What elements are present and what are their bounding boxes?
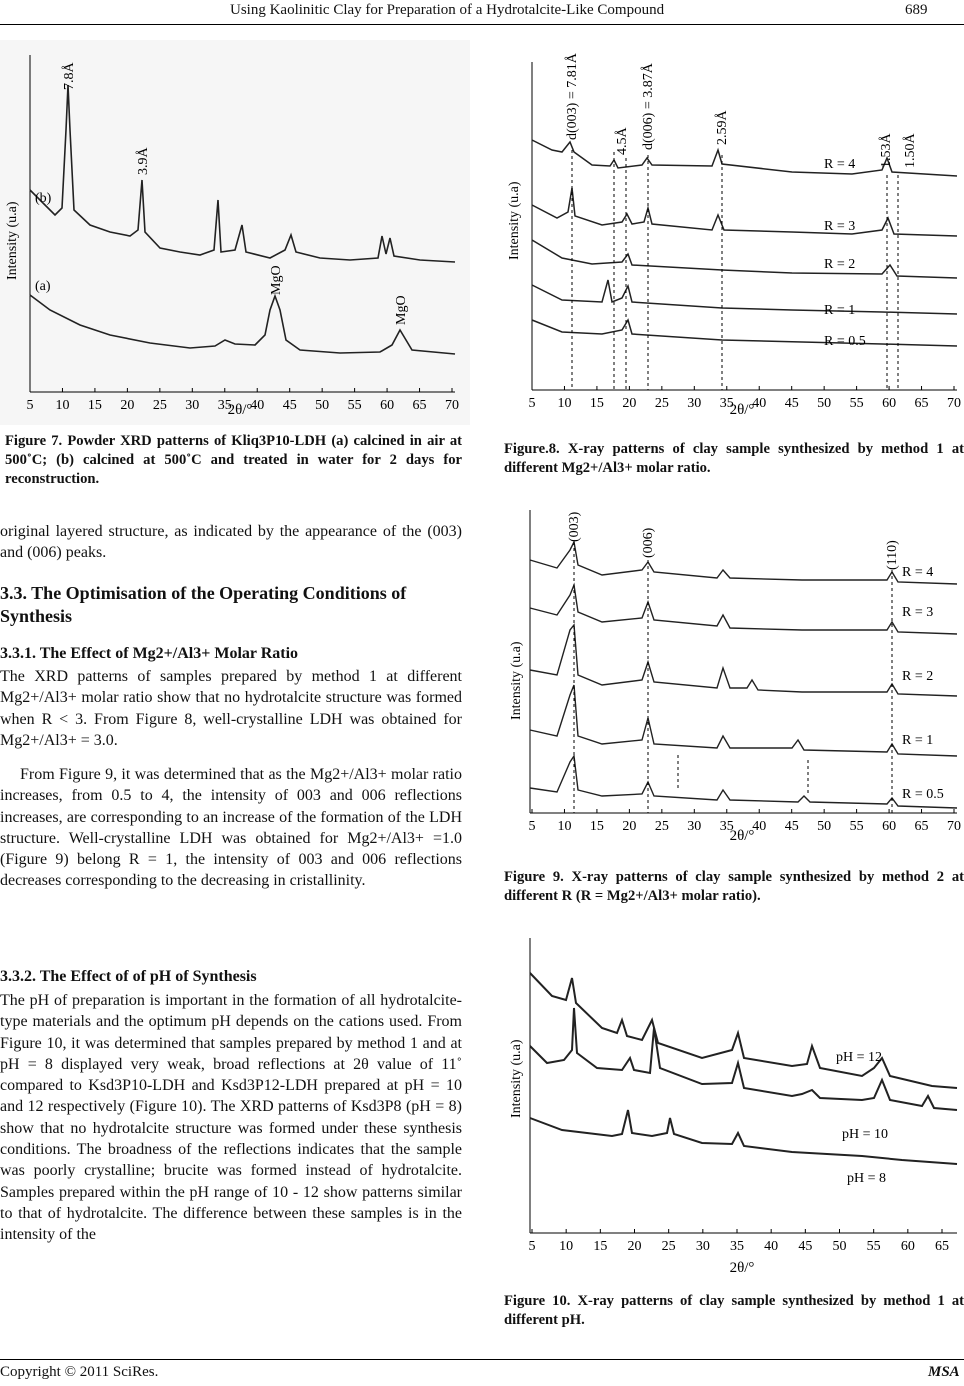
footer-rule (0, 1359, 964, 1360)
figure-10 (502, 928, 964, 1283)
tick-label: 20 (622, 396, 637, 411)
tick-label: 70 (947, 819, 961, 834)
figure-7 (0, 40, 470, 425)
fig7-peak-7.8: 7.8Å (62, 62, 77, 90)
fig8-peak-003: d(003) = 7.81Å (565, 53, 580, 140)
subsection-heading-3-3-2: 3.3.2. The Effect of of pH of Synthesis (0, 968, 257, 985)
tick-label: 25 (654, 819, 669, 834)
fig8-peak-2.59: 2.59Å (715, 110, 730, 145)
fig8-traces (532, 140, 957, 346)
tick-label: 45 (784, 819, 799, 834)
paragraph-2: From Figure 9, it was determined that as the Mg2+/Al3+ molar ratio increases, from 0.5 to 4, the intensity of 003 and 006 reflections increases, are corresponding to an increase of the formation of the LDH structure. Well-crystalline LDH was obtained for Mg2+/Al3+ =1.0 (Figure 9) belong R = 1, the intensity of 003 and 006 reflections decreases corresponding to the decreasing in cristallinity. (0, 766, 462, 890)
tick-label: 25 (661, 1239, 676, 1254)
fig8-ylabel: Intensity (u.a) (507, 181, 522, 260)
figure-8 (502, 40, 964, 425)
tick-label: 5 (528, 396, 536, 411)
tick-label: 10 (557, 396, 572, 411)
fig8-series-r05: R = 0.5 (824, 334, 866, 349)
fig7-xlabel: 2θ/° (227, 402, 253, 418)
fig8-series-r1: R = 1 (824, 303, 856, 318)
tick-label: 5 (26, 398, 34, 413)
fig10-xlabel: 2θ/° (729, 1260, 755, 1276)
header-rule (0, 24, 964, 25)
fig9-peak-006: (006) (641, 527, 656, 558)
fig7-ylabel: Intensity (u.a) (5, 201, 20, 280)
tick-label: 25 (152, 398, 167, 413)
fig9-series-r4: R = 4 (902, 565, 934, 580)
tick-label: 15 (589, 396, 604, 411)
fig8-peak-1.50: 1.50Å (903, 133, 918, 168)
fig7-peak-3.9: 3.9Å (136, 147, 151, 175)
tick-label: 10 (557, 819, 572, 834)
footer-journal: MSA (928, 1364, 960, 1380)
tick-label: 30 (687, 819, 702, 834)
running-title: Using Kaolinitic Clay for Preparation of a Hydrotalcite-Like Compound (230, 2, 665, 18)
tick-label: 15 (87, 398, 102, 413)
tick-label: 50 (817, 396, 832, 411)
fig9-caption: Figure 9. X-ray patterns of clay sample synthesized by method 2 at different R (R = Mg2+/Al3+ molar ratio). (504, 869, 964, 904)
tick-label: 30 (185, 398, 200, 413)
tick-label: 35 (719, 819, 734, 834)
tick-label: 65 (914, 396, 929, 411)
tick-label: 60 (900, 1239, 915, 1254)
tick-label: 40 (752, 819, 767, 834)
fig8-peak-006: d(006) = 3.87Å (641, 63, 656, 150)
fig9-traces (530, 542, 957, 808)
tick-label: 45 (784, 396, 799, 411)
paragraph-intro: original layered structure, as indicated by the appearance of the (003) and (006) peaks. (0, 523, 462, 562)
tick-label: 50 (315, 398, 330, 413)
figure-9 (502, 500, 964, 845)
fig9-series-r05: R = 0.5 (902, 787, 944, 802)
tick-label: 70 (445, 398, 459, 413)
fig9-peak-110: (110) (885, 540, 900, 570)
fig10-traces (530, 973, 957, 1164)
tick-label: 70 (947, 396, 961, 411)
tick-label: 20 (120, 398, 135, 413)
paragraph-3: The pH of preparation is important in the formation of all hydrotalcite-type materials and the optimum pH depends on the cations used. From Figure 10, it was determined that samples prepared by method 1 and at pH = 8 displayed very weak, broad reflections at 2θ value of 11˚ compared to Ksd3P10-LDH and Ksd3P12-LDH prepared at pH = 10 and 12 respectively (Figure 10). The XRD patterns of Ksd3P8 (pH = 8) show that no hydrotalcite structure was formed under these synthesis conditions. The broadness of the reflections indicates that the sample was poorly crystalline; brucite was formed instead of hydrotalcite. Samples prepared within the pH range of 10 - 12 show patterns similar to that of hydrotalcite. The difference between these samples is in the intensity of the (0, 992, 462, 1244)
tick-label: 5 (528, 819, 536, 834)
tick-label: 40 (764, 1239, 779, 1254)
fig8-series-r2: R = 2 (824, 257, 856, 272)
subsection-heading-3-3-1: 3.3.1. The Effect of Mg2+/Al3+ Molar Ratio (0, 645, 299, 662)
fig10-caption: Figure 10. X-ray patterns of clay sample synthesized by method 1 at different pH. (504, 1293, 964, 1328)
fig8-peak-1.53: 1.53Å (879, 133, 894, 168)
tick-label: 40 (752, 396, 767, 411)
tick-label: 60 (380, 398, 395, 413)
fig8-peak-4.5: 4.5Å (615, 127, 630, 155)
tick-label: 50 (817, 819, 832, 834)
section-heading-3-3: 3.3. The Optimisation of the Operating Conditions of Synthesis (0, 583, 407, 626)
fig8-xlabel: 2θ/° (729, 402, 755, 418)
tick-label: 15 (589, 819, 604, 834)
fig7-label-a: (a) (35, 279, 51, 294)
fig7-caption: Figure 7. Powder XRD patterns of Kliq3P10-LDH (a) calcined in air at 500˚C; (b) calcined at 500˚C and treated in water for 2 days for reconstruction. (5, 433, 462, 487)
tick-label: 10 (55, 398, 70, 413)
tick-label: 30 (695, 1239, 710, 1254)
tick-label: 10 (559, 1239, 574, 1254)
tick-label: 50 (832, 1239, 847, 1254)
tick-label: 20 (627, 1239, 642, 1254)
footer-copyright: Copyright © 2011 SciRes. (0, 1364, 159, 1380)
tick-label: 35 (730, 1239, 744, 1254)
fig7-mgo-2: MgO (394, 295, 409, 325)
tick-label: 15 (593, 1239, 608, 1254)
fig9-ylabel: Intensity (u.a) (509, 641, 524, 720)
fig7-mgo-1: MgO (269, 265, 284, 295)
tick-label: 5 (528, 1239, 536, 1254)
fig9-series-r3: R = 3 (902, 605, 934, 620)
tick-label: 30 (687, 396, 702, 411)
fig8-caption: Figure.8. X-ray patterns of clay sample synthesized by method 1 at different Mg2+/Al3+ molar ratio. (504, 441, 964, 476)
tick-label: 35 (217, 398, 232, 413)
fig10-ylabel: Intensity (u.a) (509, 1039, 524, 1118)
fig9-xlabel: 2θ/° (729, 828, 755, 844)
tick-label: 25 (654, 396, 669, 411)
paragraph-1: The XRD patterns of samples prepared by method 1 at different Mg2+/Al3+ molar ratio show that no hydrotalcite structure was formed when R < 3. From Figure 8, well-crystalline LDH was obtained for Mg2+/Al3+ = 3.0. (0, 668, 462, 749)
tick-label: 65 (914, 819, 929, 834)
tick-label: 45 (282, 398, 297, 413)
fig8-series-r4: R = 4 (824, 157, 856, 172)
fig10-series-ph12: pH = 12 (836, 1050, 883, 1065)
tick-label: 35 (719, 396, 734, 411)
tick-label: 55 (866, 1239, 881, 1254)
tick-label: 20 (622, 819, 637, 834)
tick-label: 65 (412, 398, 427, 413)
fig8-series-r3: R = 3 (824, 219, 856, 234)
tick-label: 60 (882, 396, 897, 411)
page-number: 689 (905, 2, 928, 18)
tick-label: 60 (882, 819, 897, 834)
fig10-series-ph10: pH = 10 (842, 1127, 889, 1142)
tick-label: 65 (935, 1239, 949, 1254)
tick-label: 55 (347, 398, 362, 413)
fig9-series-r1: R = 1 (902, 733, 934, 748)
tick-label: 45 (798, 1239, 813, 1254)
tick-label: 40 (250, 398, 265, 413)
fig7-label-b: (b) (35, 191, 52, 206)
fig9-series-r2: R = 2 (902, 669, 934, 684)
tick-label: 55 (849, 396, 864, 411)
fig9-peak-003: (003) (567, 511, 582, 542)
fig10-series-ph8: pH = 8 (847, 1171, 887, 1186)
tick-label: 55 (849, 819, 864, 834)
